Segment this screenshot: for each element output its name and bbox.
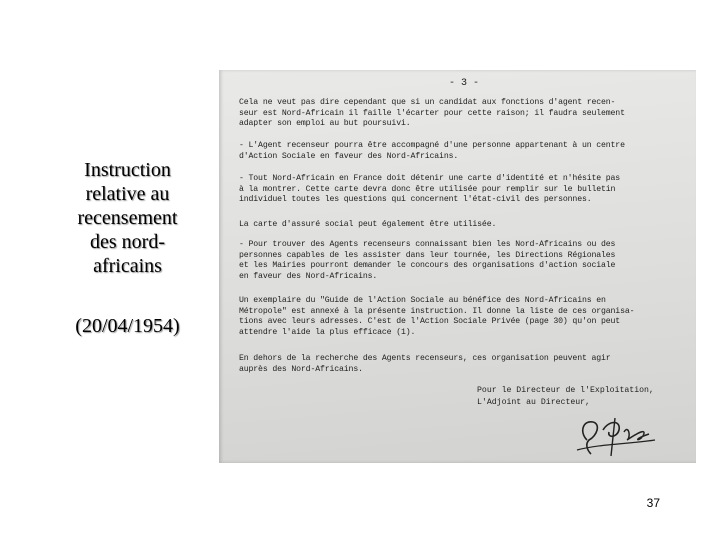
- signature-line-2: L'Adjoint au Directeur,: [477, 398, 591, 407]
- title-line-1: Instruction: [84, 159, 171, 181]
- title-line-3: recensement: [77, 207, 178, 229]
- slide-title: [40, 158, 215, 278]
- paragraph-3: - Tout Nord-Africain en France doit détenir une carte d'identité et n'hésite pas à la montrer. Cette carte devra donc être utilisée pour remplir sur le bulletin individuel toutes les questions qui concernent l'état-civil des personnes.: [239, 174, 621, 204]
- signature-line-1: Pour le Directeur de l'Exploitation,: [477, 386, 654, 395]
- document-date: (20/04/1954): [75, 315, 180, 337]
- paragraph-6: Un exemplaire du "Guide de l'Action Sociale au bénéfice des Nord-Africains en Métropole" est annexé à la présente instruction. Il donne la liste de ces organisa- tions avec leurs adresses. C'est de l'Action Sociale Privée (page 30) qu'on peut attendre l'aide la plus efficace (1).: [239, 296, 635, 337]
- paragraph-4: La carte d'assuré social peut également être utilisée.: [239, 220, 497, 229]
- title-line-2: relative au: [85, 183, 170, 205]
- handwritten-signature: [569, 410, 659, 460]
- scanned-document: [219, 70, 696, 463]
- paragraph-5: - Pour trouver des Agents recenseurs connaissant bien les Nord-Africains ou des personnes capables de les assister dans leur tournée, les Directions Régionales et les Mairies pourront demander le concours des organisations d'action sociale en faveur des Nord-Africains.: [239, 240, 616, 281]
- title-line-5: africains: [93, 255, 162, 277]
- paragraph-2: - L'Agent recenseur pourra être accompagné d'une personne appartenant à un centre d'Action Sociale en faveur des Nord-Africains.: [239, 141, 625, 161]
- slide-number: 37: [646, 496, 660, 510]
- paragraph-7: En dehors de la recherche des Agents recenseurs, ces organisation peuvent agir auprès des Nord-Africains.: [239, 354, 611, 374]
- title-line-4: des nord-: [90, 231, 165, 253]
- page-marker: - 3 -: [449, 78, 480, 89]
- paragraph-1: Cela ne veut pas dire cependant que si un candidat aux fonctions d'agent recen- seur est Nord-Africain il faille l'écarter pour cette raison; il faudra seulement adapter son emploi au but poursuivi.: [239, 98, 625, 128]
